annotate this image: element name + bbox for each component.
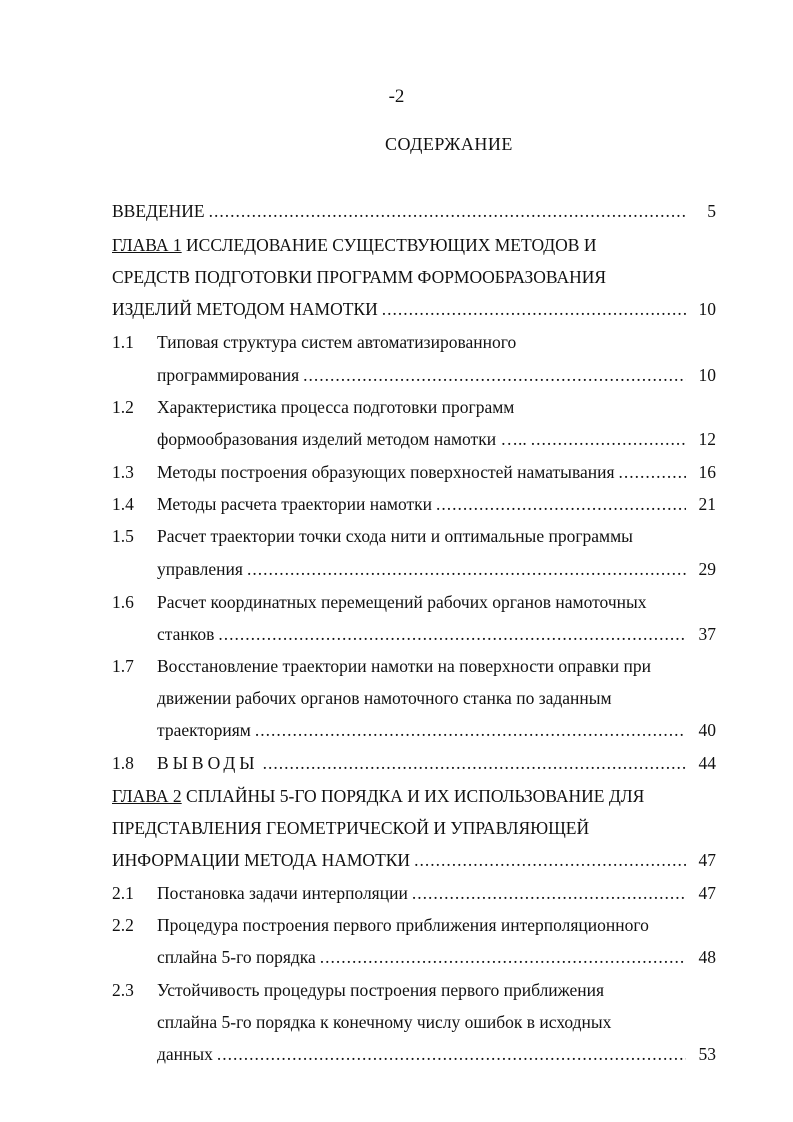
section-number: 1.3 [112, 462, 134, 482]
chapter-2-heading-line-2 [112, 813, 589, 843]
chapter-title-line: СРЕДСТВ ПОДГОТОВКИ ПРОГРАММ ФОРМООБРАЗОВАНИЯ [112, 267, 607, 287]
dot-leader [414, 845, 686, 875]
section-title-line: ВЫВОДЫ [157, 753, 259, 773]
section-2-1-line-1 [157, 878, 686, 908]
section-title-line: Расчет траектории точки схода нити и оптимальные программы [157, 526, 633, 546]
section-1-8-line-1 [157, 748, 686, 778]
entry-page: 44 [698, 753, 716, 773]
section-title-line: Восстановление траектории намотки на поверхности оправки при [157, 656, 651, 676]
section-1-3-line-1 [157, 457, 686, 487]
entry-page: 40 [698, 720, 716, 740]
section-1-5-line-1 [157, 521, 633, 551]
section-1-1-line-2 [157, 360, 686, 390]
entry-page: 48 [698, 947, 716, 967]
section-2-2-line-1 [157, 910, 649, 940]
dot-leader [247, 554, 686, 584]
section-2-2-line-2 [157, 942, 686, 972]
section-title-line: станков [157, 624, 215, 644]
chapter-title-line: ИССЛЕДОВАНИЕ СУЩЕСТВУЮЩИХ МЕТОДОВ И [186, 235, 597, 255]
section-title-line: Процедура построения первого приближения интерполяционного [157, 915, 649, 935]
dot-leader [382, 294, 686, 324]
section-title-line: управления [157, 559, 243, 579]
section-title-line: движении рабочих органов намоточного станка по заданным [157, 688, 612, 708]
section-number: 2.2 [112, 915, 134, 935]
section-1-4-line-1 [157, 489, 686, 519]
dot-leader [217, 1039, 686, 1069]
section-title-line: Методы построения образующих поверхностей наматывания [157, 462, 615, 482]
section-title-line: Характеристика процесса подготовки программ [157, 397, 515, 417]
page-number: -2 [388, 86, 405, 107]
section-number: 1.4 [112, 494, 134, 514]
section-title-line: формообразования изделий методом намотки ….. [157, 429, 527, 449]
entry-page: 21 [698, 494, 716, 514]
section-number: 1.7 [112, 656, 134, 676]
dot-leader [320, 942, 686, 972]
entry-page: 12 [698, 429, 716, 449]
dot-leader [209, 196, 686, 226]
section-title-line: Постановка задачи интерполяции [157, 883, 408, 903]
section-1-2-line-1 [157, 392, 514, 422]
chapter-label: ГЛАВА 2 [112, 786, 182, 806]
section-title-line: Методы расчета траектории намотки [157, 494, 432, 514]
section-1-6-line-2 [157, 619, 686, 649]
entry-page: 16 [698, 462, 716, 482]
section-title-line: сплайна 5-го порядка к конечному числу ошибок в исходных [157, 1012, 612, 1032]
entry-page: 47 [698, 850, 716, 870]
section-1-7-line-1 [157, 651, 651, 681]
toc-entry-intro [112, 196, 686, 226]
section-number: 1.5 [112, 526, 134, 546]
section-title-line: сплайна 5-го порядка [157, 947, 316, 967]
section-title-line: Расчет координатных перемещений рабочих органов намоточных [157, 592, 647, 612]
chapter-2-heading-line-3 [112, 845, 686, 875]
entry-page: 10 [698, 365, 716, 385]
chapter-1-heading-line-1 [112, 230, 596, 260]
entry-page: 53 [698, 1044, 716, 1064]
dot-leader [218, 619, 686, 649]
section-2-3-line-2 [157, 1007, 611, 1037]
dot-leader [303, 360, 686, 390]
section-1-1-line-1 [157, 327, 516, 357]
section-title-line: траекториям [157, 720, 251, 740]
chapter-title-line: ПРЕДСТАВЛЕНИЯ ГЕОМЕТРИЧЕСКОЙ И УПРАВЛЯЮЩЕЙ [112, 818, 590, 838]
chapter-1-heading-line-2 [112, 262, 606, 292]
section-number: 1.2 [112, 397, 134, 417]
section-title-line: программирования [157, 365, 300, 385]
toc-title: СОДЕРЖАНИЕ [385, 134, 513, 154]
chapter-title-line: ИЗДЕЛИЙ МЕТОДОМ НАМОТКИ [112, 299, 378, 319]
chapter-title-line: ИНФОРМАЦИИ МЕТОДА НАМОТКИ [112, 850, 411, 870]
section-2-3-line-1 [157, 975, 604, 1005]
section-1-5-line-2 [157, 554, 686, 584]
section-1-6-line-1 [157, 587, 647, 617]
dot-leader [255, 715, 686, 745]
section-number: 1.1 [112, 332, 134, 352]
dot-leader [436, 489, 686, 519]
section-number: 2.3 [112, 980, 134, 1000]
entry-page: 47 [698, 883, 716, 903]
section-2-3-line-3 [157, 1039, 686, 1069]
section-number: 2.1 [112, 883, 134, 903]
section-1-2-line-2 [157, 424, 686, 454]
section-title-line: Типовая структура систем автоматизированного [157, 332, 517, 352]
section-title-line: данных [157, 1044, 213, 1064]
dot-leader [412, 878, 686, 908]
section-1-7-line-3 [157, 715, 686, 745]
entry-page: 37 [698, 624, 716, 644]
section-1-7-line-2 [157, 683, 612, 713]
section-number: 1.6 [112, 592, 134, 612]
chapter-1-heading-line-3 [112, 294, 686, 324]
entry-page: 10 [698, 299, 716, 319]
chapter-label: ГЛАВА 1 [112, 235, 182, 255]
dot-leader [263, 748, 686, 778]
section-title-line: Устойчивость процедуры построения первого приближения [157, 980, 605, 1000]
chapter-title-line: СПЛАЙНЫ 5-ГО ПОРЯДКА И ИХ ИСПОЛЬЗОВАНИЕ ДЛЯ [186, 786, 645, 806]
chapter-2-heading-line-1 [112, 781, 644, 811]
entry-page: 5 [707, 201, 716, 221]
entry-title: ВВЕДЕНИЕ [112, 201, 205, 221]
section-number: 1.8 [112, 753, 134, 773]
dot-leader [531, 424, 686, 454]
entry-page: 29 [698, 559, 716, 579]
